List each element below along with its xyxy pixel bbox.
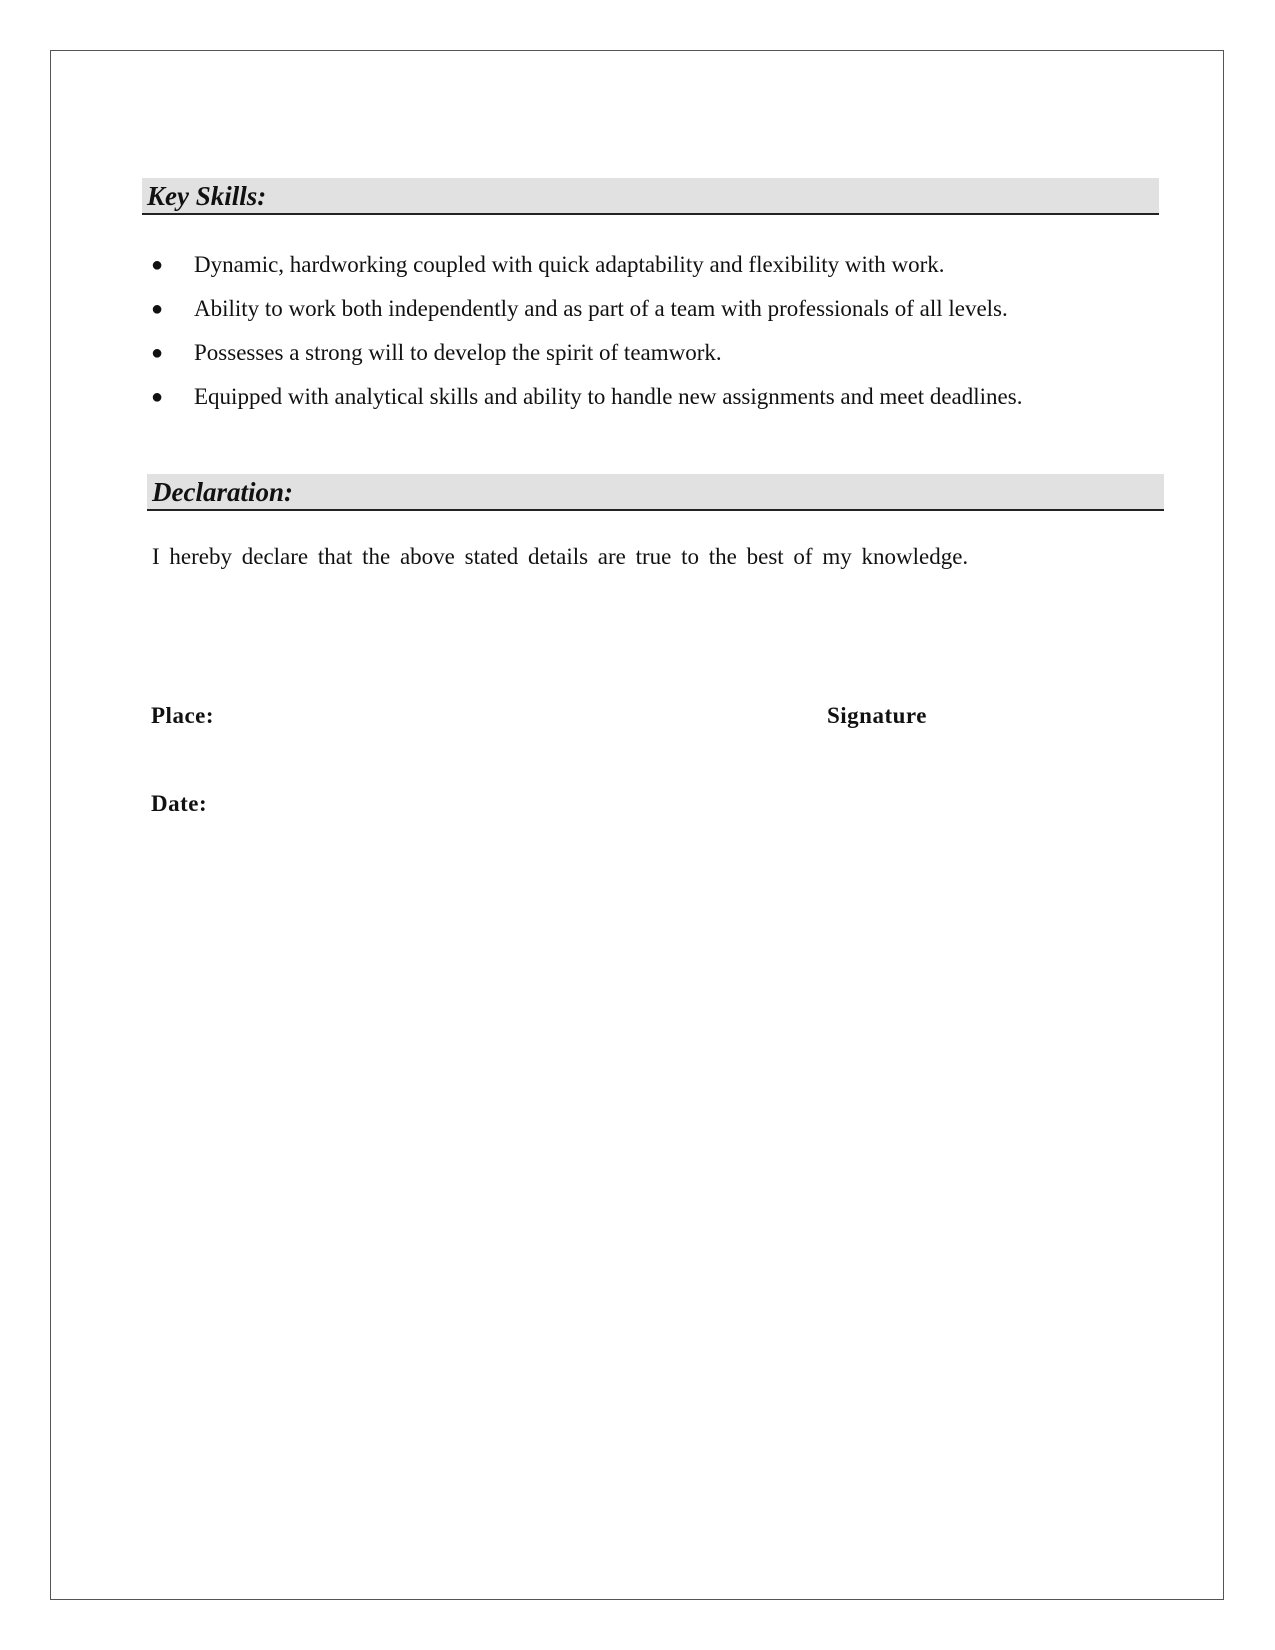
- bullet-icon: ●: [151, 254, 164, 276]
- bullet-icon: ●: [151, 342, 164, 364]
- skill-text: Equipped with analytical skills and ability to handle new assignments and meet deadlines.: [194, 384, 1023, 409]
- skill-text: Possesses a strong will to develop the spirit of teamwork.: [194, 340, 722, 365]
- list-item: [150, 377, 1022, 421]
- list-item: [150, 245, 1022, 289]
- key-skills-title: Key Skills:: [147, 181, 267, 211]
- declaration-title: Declaration:: [152, 477, 293, 507]
- list-item: [150, 333, 1022, 377]
- date-label: Date:: [151, 791, 208, 816]
- key-skills-header: [142, 178, 1159, 215]
- list-item: [150, 289, 1022, 333]
- signature-label: Signature: [827, 703, 927, 728]
- skill-text: Dynamic, hardworking coupled with quick adaptability and flexibility with work.: [194, 252, 945, 277]
- place-label: Place:: [151, 703, 215, 728]
- declaration-text: I hereby declare that the above stated details are true to the best of my knowledge.: [152, 544, 969, 569]
- bullet-icon: ●: [151, 386, 164, 408]
- declaration-header: [147, 474, 1164, 511]
- skill-text: Ability to work both independently and as part of a team with professionals of all levels.: [194, 296, 1008, 321]
- bullet-icon: ●: [151, 298, 164, 320]
- key-skills-list: [150, 245, 1022, 421]
